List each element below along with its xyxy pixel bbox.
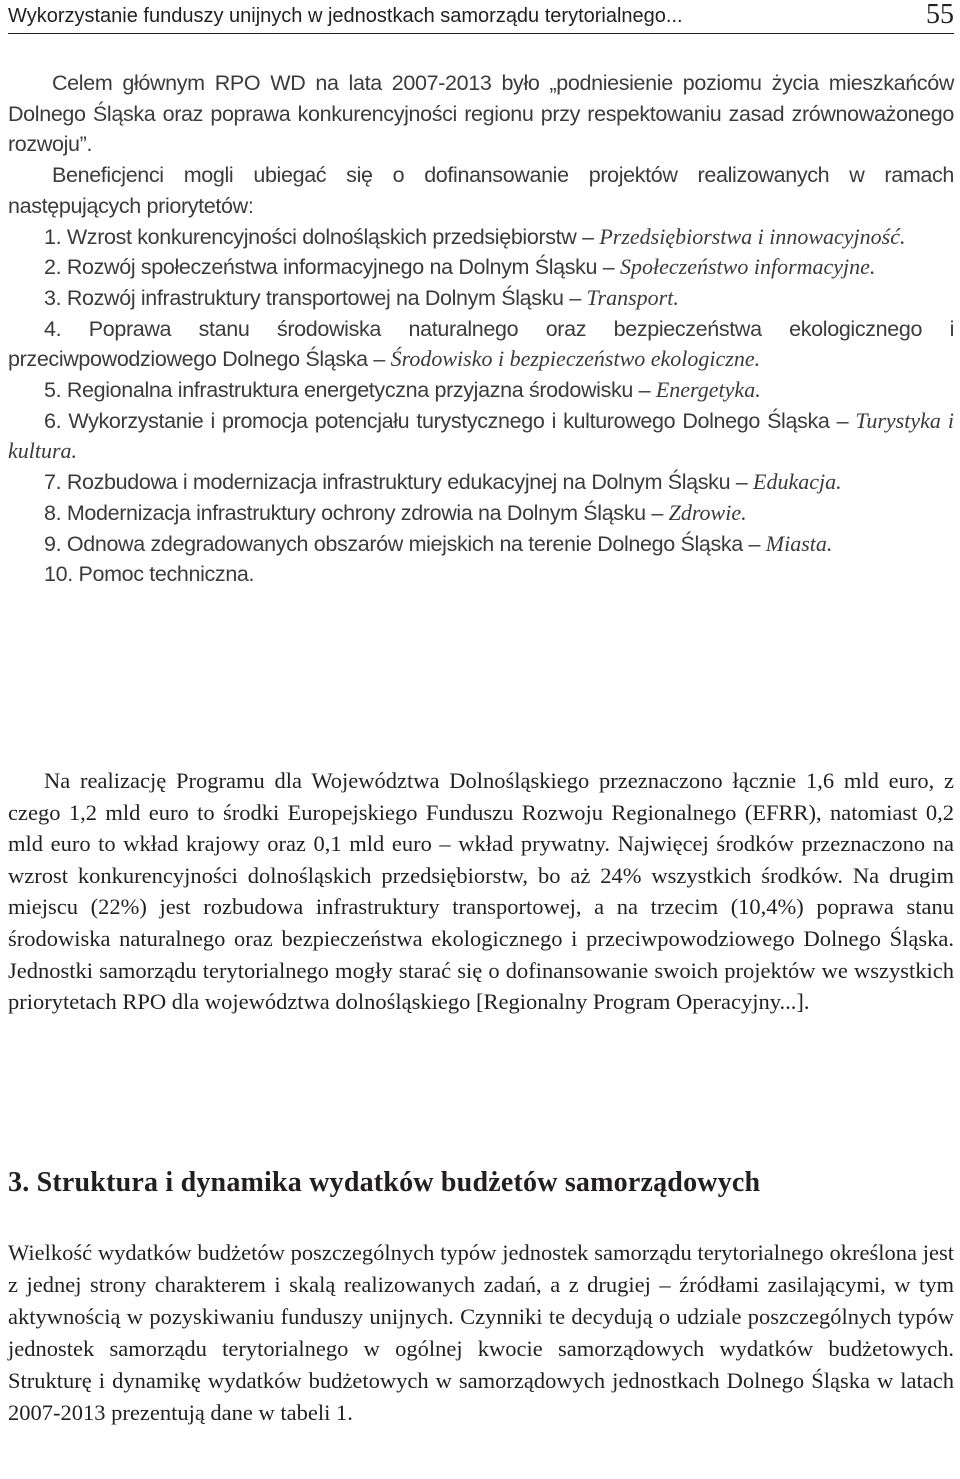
priority-text: Rozwój infrastruktury transportowej na Dolnym Śląsku –	[66, 285, 581, 310]
priority-text: Pomoc techniczna.	[78, 562, 255, 587]
priority-number: 2.	[44, 255, 62, 280]
priority-item	[8, 559, 954, 590]
priority-short-name: Turystyka i kultura.	[8, 407, 954, 464]
priority-item	[8, 283, 954, 314]
priority-short-name: Energetyka.	[655, 377, 761, 403]
priority-text: Rozwój społeczeństwa informacyjnego na Dolnym Śląsku –	[66, 255, 615, 280]
priority-item	[8, 375, 954, 406]
priority-text: Rozbudowa i modernizacja infrastruktury edukacyjnej na Dolnym Śląsku –	[66, 470, 748, 495]
section-heading: 3. Struktura i dynamika wydatków budżetów samorządowych	[8, 1167, 761, 1198]
beneficiaries-paragraph: Beneficjenci mogli ubiegać się o dofinansowanie projektów realizowanych w ramach następujących priorytetów:	[8, 163, 954, 218]
document-page	[8, 0, 955, 1425]
priority-number: 6.	[44, 408, 62, 433]
priority-short-name: Zdrowie.	[668, 499, 747, 525]
intro-section	[8, 68, 954, 590]
section-paragraph: Wielkość wydatków budżetów poszczególnych typów jednostek samorządu terytorialnego określona jest z jednej strony charakterem i skalą realizowanych zadań, a z drugiej – źródłami zasilającymi, w tym aktywnością w pozyskiwaniu funduszy unijnych. Czynniki te decydują o udziale poszczególnych typów jednostek samorządu terytorialnego w ogólnej kwocie samorządowych wydatków budżetowych. Strukturę i dynamikę wydatków budżetowych w samorządowych jednostkach Dolnego Śląska w latach 2007-2013 prezentują dane w tabeli 1.	[8, 1240, 954, 1425]
priority-short-name: Miasta.	[765, 530, 833, 556]
running-title: Wykorzystanie funduszy unijnych w jednostkach samorządu terytorialnego...	[8, 5, 683, 27]
page-number: 55	[926, 0, 954, 30]
priority-number: 9.	[44, 531, 62, 556]
priority-text: Odnowa zdegradowanych obszarów miejskich na terenie Dolnego Śląska –	[66, 531, 761, 556]
priority-number: 5.	[44, 378, 62, 403]
priority-item	[8, 467, 954, 498]
priority-item	[8, 498, 954, 529]
priorities-list	[8, 222, 954, 590]
priority-text: Poprawa stanu środowiska naturalnego oraz bezpieczeństwa ekologicznego i przeciwpowodziowego Dolnego Śląska –	[8, 316, 955, 372]
priority-number: 7.	[44, 470, 62, 495]
priority-number: 1.	[44, 224, 62, 249]
priority-item	[8, 314, 954, 375]
priority-number: 10.	[44, 562, 73, 587]
funding-section	[8, 765, 954, 1018]
funding-paragraph: Na realizację Programu dla Województwa Dolnośląskiego przeznaczono łącznie 1,6 mld euro, z czego 1,2 mld euro to środki Europejskiego Funduszu Rozwoju Regionalnego (EFRR), natomiast 0,2 mld euro to wkład krajowy oraz 0,1 mld euro – wkład prywatny. Najwięcej środków przeznaczono na wzrost konkurencyjności dolnośląskich przedsiębiorstw, bo aż 24% wszystkich środków. Na drugim miejscu (22%) jest rozbudowa infrastruktury transportowej, a na trzecim (10,4%) poprawa stanu środowiska naturalnego oraz bezpieczeństwa ekologicznego i przeciwpowodziowego Dolnego Śląska. Jednostki samorządu terytorialnego mogły starać się o dofinansowanie swoich projektów we wszystkich priorytetach RPO dla województwa dolnośląskiego [Regionalny Program Operacyjny...].	[8, 768, 954, 1015]
priority-number: 3.	[44, 285, 62, 310]
running-header	[8, 0, 954, 34]
priority-item	[8, 252, 954, 283]
priority-text: Modernizacja infrastruktury ochrony zdrowia na Dolnym Śląsku –	[66, 500, 663, 525]
priority-number: 8.	[44, 500, 62, 525]
priority-short-name: Środowisko i bezpieczeństwo ekologiczne.	[390, 346, 761, 372]
priority-text: Wykorzystanie i promocja potencjału turystycznego i kulturowego Dolnego Śląska –	[68, 408, 849, 433]
priority-item	[8, 529, 954, 560]
priority-short-name: Społeczeństwo informacyjne.	[620, 254, 876, 280]
priority-item	[8, 406, 954, 467]
priority-text: Wzrost konkurencyjności dolnośląskich przedsiębiorstw –	[66, 224, 594, 249]
priority-short-name: Transport.	[586, 284, 679, 310]
priority-item	[8, 222, 954, 253]
priority-number: 4.	[44, 316, 62, 341]
priority-short-name: Edukacja.	[753, 469, 842, 495]
section-body	[8, 1237, 954, 1428]
goal-paragraph: Celem głównym RPO WD na lata 2007-2013 było „podniesienie poziomu życia mieszkańców Dolnego Śląska oraz poprawa konkurencyjności regionu przy respektowaniu zasad zrównoważonego rozwoju”.	[8, 71, 954, 157]
priority-short-name: Przedsiębiorstwa i innowacyjność.	[599, 223, 906, 249]
priority-text: Regionalna infrastruktura energetyczna przyjazna środowisku –	[66, 378, 651, 403]
